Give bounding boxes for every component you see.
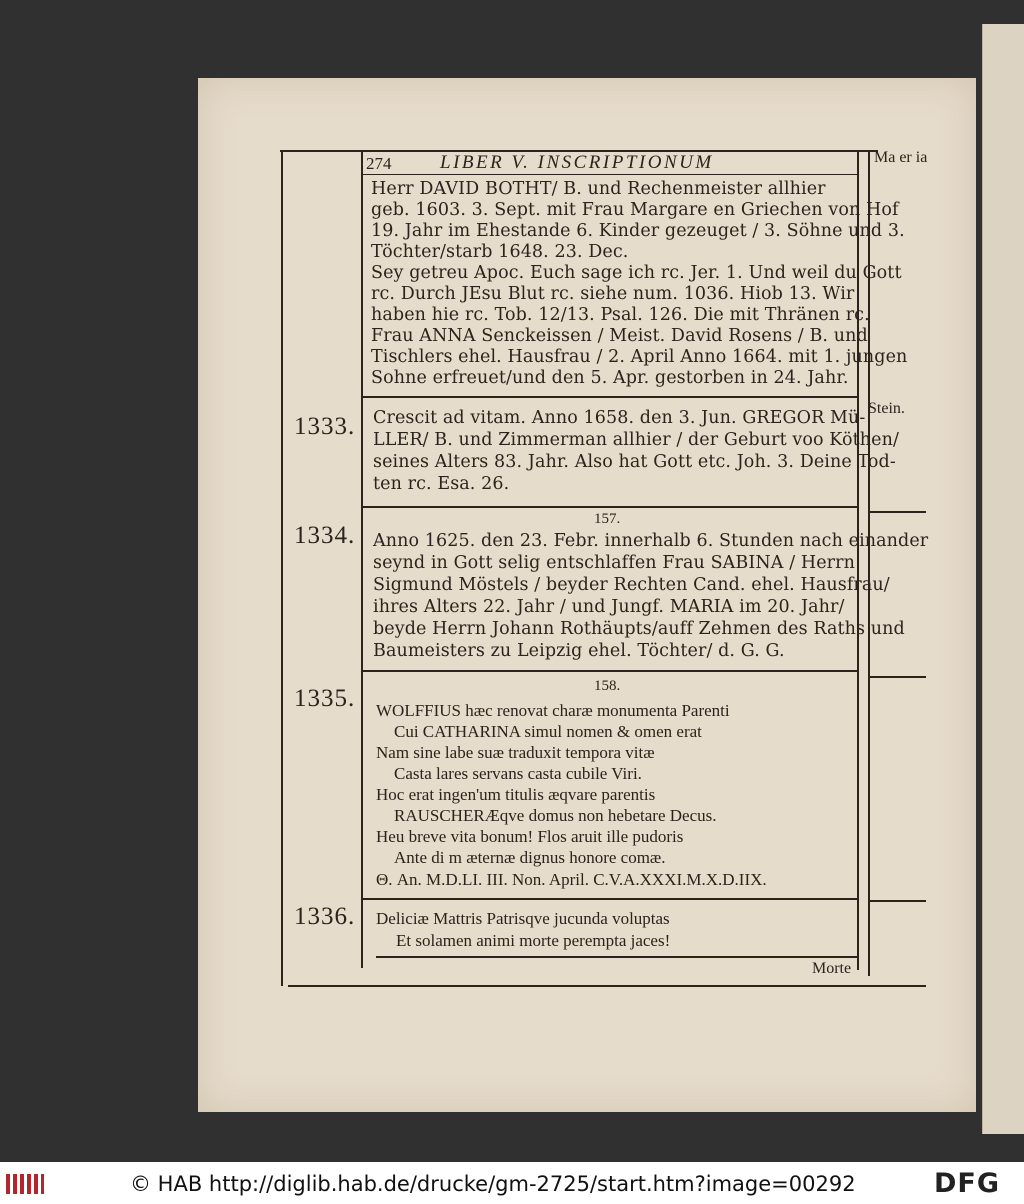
page-number: 274 xyxy=(366,154,392,173)
entry-line: Crescit ad vitam. Anno 1658. den 3. Jun. GREGOR Mü- xyxy=(373,408,866,428)
divider-bottom xyxy=(376,956,858,958)
entry-line: beyde Herrn Johann Rothäupts/auff Zehmen des Raths und xyxy=(373,619,905,639)
margin-rule-3 xyxy=(868,900,926,902)
entry-line: Herr DAVID BOTHT/ B. und Rechenmeister allhier xyxy=(371,179,826,199)
catchword: Morte xyxy=(812,960,852,977)
entry-number: 1334. xyxy=(294,522,356,549)
divider-1334 xyxy=(363,506,857,508)
entry-line: Töchter/starb 1648. 23. Dec. xyxy=(371,242,629,262)
entry-line: Sigmund Möstels / beyder Rechten Cand. ehel. Hausfrau/ xyxy=(373,575,890,595)
header-underline xyxy=(363,174,857,175)
book-page xyxy=(198,78,976,1112)
margin-rule-2 xyxy=(868,676,926,678)
entry-line: Tischlers ehel. Hausfrau / 2. April Anno 1664. mit 1. jungen xyxy=(371,347,908,367)
entry-line: geb. 1603. 3. Sept. mit Frau Margare en Griechen von Hof xyxy=(371,200,899,220)
inner-left-rule xyxy=(361,150,363,968)
divider-1335 xyxy=(363,670,857,672)
epitaph-line: Ante di m æternæ dignus honore comæ. xyxy=(394,848,666,867)
section-number: 157. xyxy=(594,511,621,527)
epitaph-line: Deliciæ Mattris Patrisqve jucunda voluptas xyxy=(376,909,670,928)
entry-line: Anno 1625. den 23. Febr. innerhalb 6. Stunden nach einander xyxy=(373,531,929,551)
entry-number: 1333. xyxy=(294,413,356,440)
divider-1333 xyxy=(363,396,857,398)
entry-line: rc. Durch JEsu Blut rc. siehe num. 1036. Hiob 13. Wir xyxy=(371,284,855,304)
entry-line: seynd in Gott selig entschlaffen Frau SABINA / Herrn xyxy=(373,553,855,573)
epitaph-line: Hoc erat ingen'um titulis æqvare parentis xyxy=(376,785,656,804)
source-link[interactable]: © HAB http://diglib.hab.de/drucke/gm-2725/start.htm?image=00292 xyxy=(130,1172,856,1196)
epitaph-line: Casta lares servans casta cubile Viri. xyxy=(394,764,642,783)
epitaph-line: Et solamen animi morte perempta jaces! xyxy=(396,931,671,950)
section-number: 158. xyxy=(594,678,621,694)
epitaph-line: Heu breve vita bonum! Flos aruit ille pudoris xyxy=(376,827,684,846)
entry-line: LLER/ B. und Zimmerman allhier / der Geburt voo Köthen/ xyxy=(373,430,899,450)
viewer-footer xyxy=(0,1162,1024,1204)
epitaph-line: Cui CATHARINA simul nomen & omen erat xyxy=(394,722,702,741)
epitaph-line: WOLFFIUS hæc renovat charæ monumenta Parenti xyxy=(376,701,730,720)
margin-note-stein: Stein. xyxy=(868,400,905,417)
entry-line: 19. Jahr im Ehestande 6. Kinder gezeuget / 3. Söhne und 3. xyxy=(371,221,905,241)
entry-line: Baumeisters zu Leipzig ehel. Töchter/ d. G. G. xyxy=(373,641,785,661)
entry-line: Sohne erfreuet/und den 5. Apr. gestorben in 24. Jahr. xyxy=(371,368,849,388)
entry-line: haben hie rc. Tob. 12/13. Psal. 126. Die mit Thränen rc. xyxy=(371,305,870,325)
dfg-logo: DFG xyxy=(934,1168,1001,1199)
epitaph-line: RAUSCHERÆqve domus non hebetare Decus. xyxy=(394,806,717,825)
epitaph-line: Nam sine labe suæ traduxit tempora vitæ xyxy=(376,743,655,762)
bottom-rule xyxy=(288,985,926,987)
entry-line: ihres Alters 22. Jahr / und Jungf. MARIA im 20. Jahr/ xyxy=(373,597,845,617)
library-logo-icon xyxy=(4,1171,46,1197)
entry-line: Sey getreu Apoc. Euch sage ich rc. Jer. 1. Und weil du Gott xyxy=(371,263,902,283)
left-frame-rule xyxy=(281,150,283,986)
entry-number: 1336. xyxy=(294,903,356,930)
margin-rule-1 xyxy=(868,511,926,513)
entry-number: 1335. xyxy=(294,685,356,712)
adjacent-page-edge xyxy=(982,24,1024,1134)
entry-line: seines Alters 83. Jahr. Also hat Gott etc. Joh. 3. Deine Tod- xyxy=(373,452,896,472)
epitaph-date-line: Θ. An. M.D.LI. III. Non. April. C.V.A.XXXI.M.X.D.IIX. xyxy=(376,870,767,889)
divider-1336 xyxy=(363,898,857,900)
entry-line: ten rc. Esa. 26. xyxy=(373,474,510,494)
running-header: LIBER V. INSCRIPTIONUM xyxy=(440,152,714,173)
margin-note-top: Ma er ia xyxy=(874,149,928,166)
entry-line: Frau ANNA Senckeissen / Meist. David Rosens / B. und xyxy=(371,326,868,346)
